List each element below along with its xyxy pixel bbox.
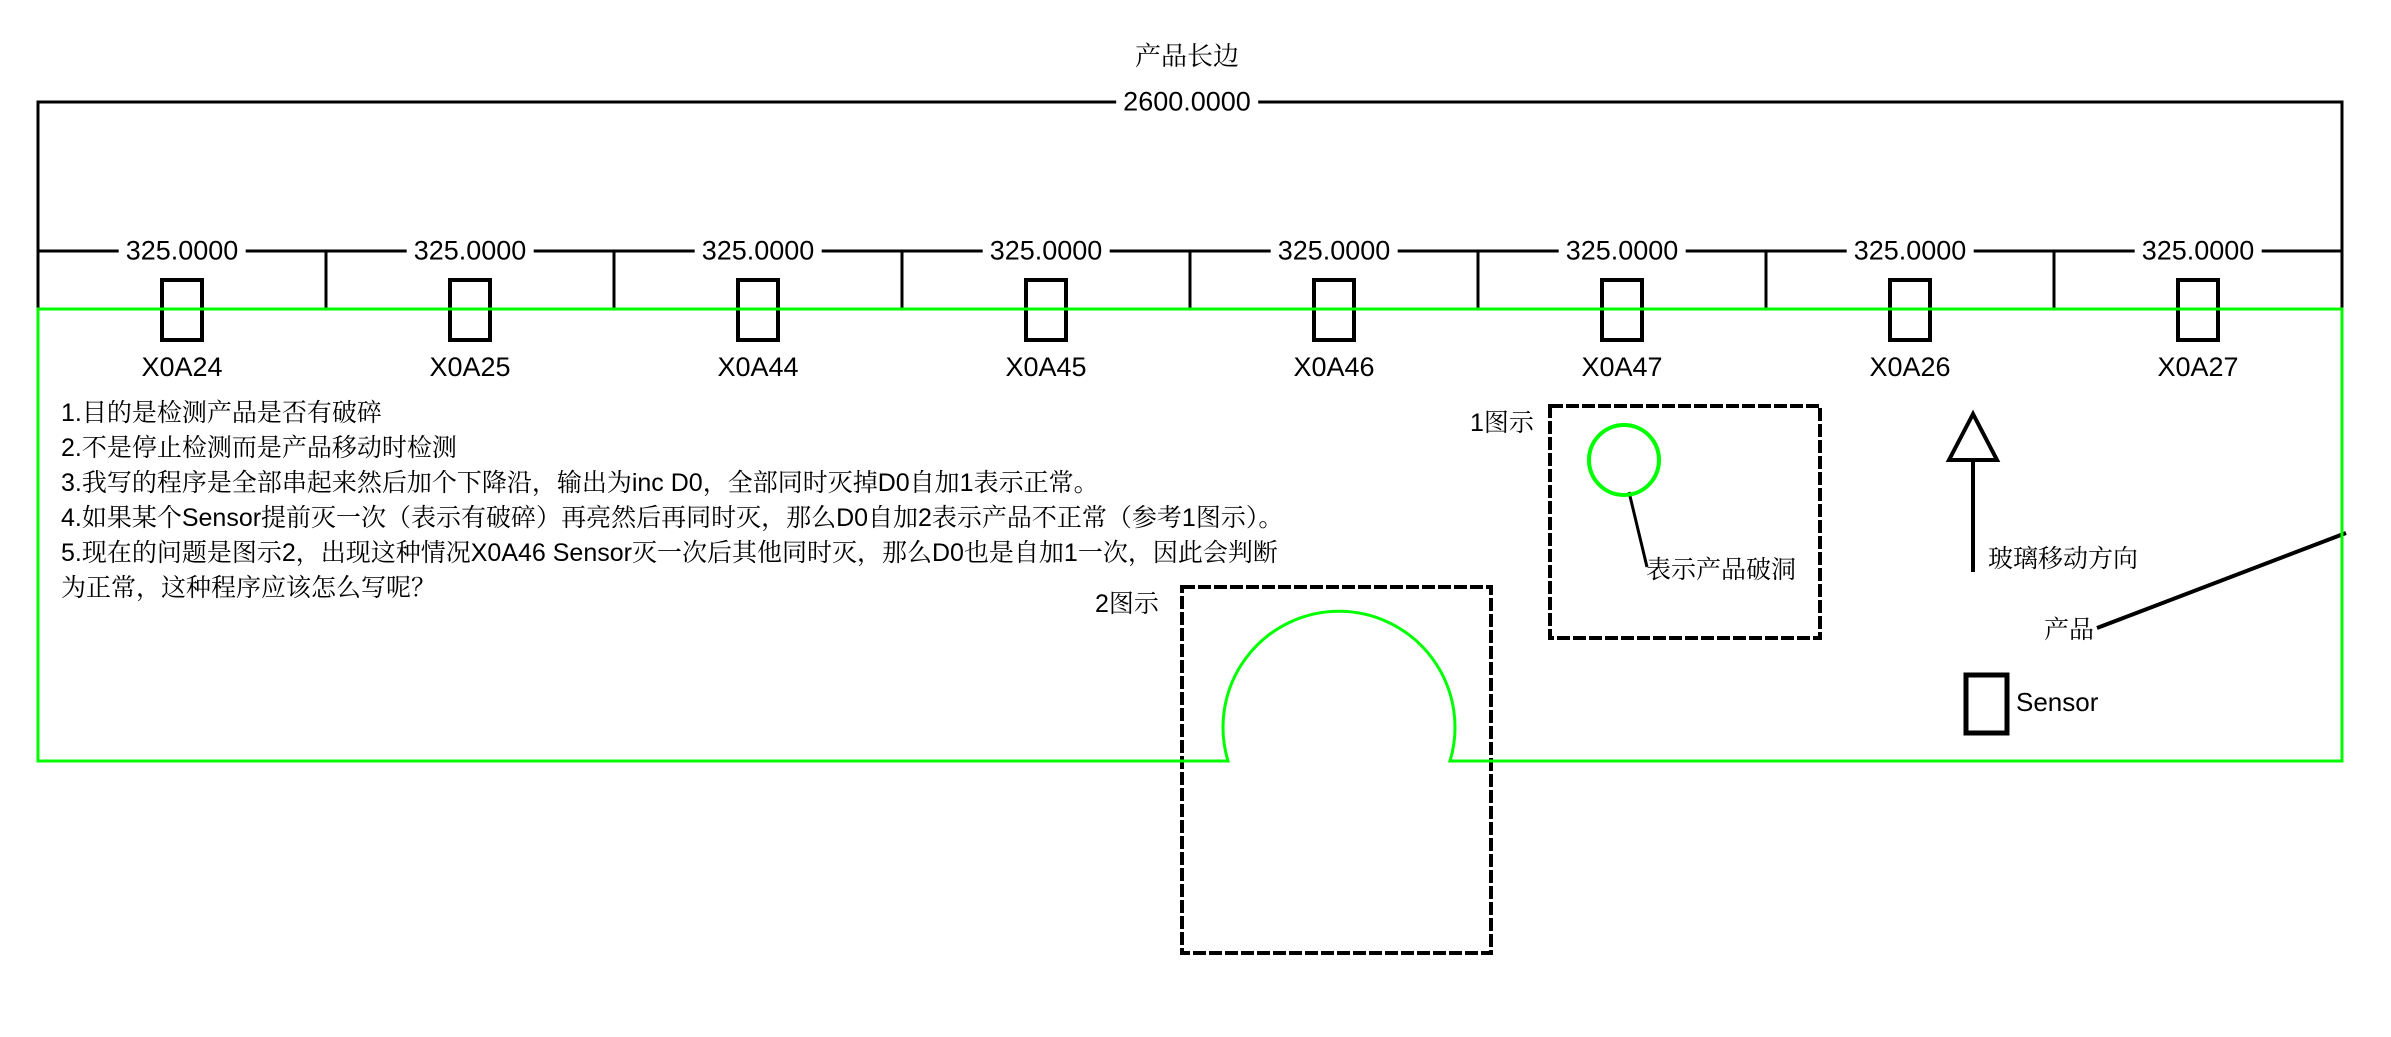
note-line: 5.现在的问题是图示2，出现这种情况X0A46 Sensor灭一次后其他同时灭，那么D0也是自加1一次，因此会判断 xyxy=(61,539,1278,567)
breakage-annotation: 表示产品破洞 xyxy=(1646,556,1797,584)
breakage-hole-circle xyxy=(1589,425,1659,495)
sensor-id-label: X0A25 xyxy=(429,352,511,382)
dimension-label: 325.0000 xyxy=(1847,235,1974,266)
sensor-id-label: X0A47 xyxy=(1581,352,1663,382)
total-dimension-label: 2600.0000 xyxy=(1116,86,1258,117)
dimension-label: 325.0000 xyxy=(1271,235,1398,266)
dimension-label: 325.0000 xyxy=(407,235,534,266)
dimension-label: 325.0000 xyxy=(695,235,822,266)
sensor-id-label: X0A46 xyxy=(1293,352,1375,382)
sensor-id-label: X0A44 xyxy=(717,352,799,382)
note-line: 2.不是停止检测而是产品移动时检测 xyxy=(61,434,457,462)
product-edge-label: 产品长边 xyxy=(1134,41,1240,72)
dimension-label: 325.0000 xyxy=(2135,235,2262,266)
note-line: 3.我写的程序是全部串起来然后加个下降沿，输出为inc D0，全部同时灭掉D0自加1表示正常。 xyxy=(61,469,1099,497)
figure1-label: 1图示 xyxy=(1470,409,1534,437)
note-line: 4.如果某个Sensor提前灭一次（表示有破碎）再亮然后再同时灭，那么D0自加2表示产品不正常（参考1图示）。 xyxy=(61,504,1284,532)
direction-label: 玻璃移动方向 xyxy=(1988,545,2139,573)
dimension-label: 325.0000 xyxy=(119,235,246,266)
sensor-example-box xyxy=(1966,675,2007,733)
sensor-legend-label: Sensor xyxy=(2016,687,2099,717)
leader-line xyxy=(1629,492,1647,567)
product-label: 产品 xyxy=(2044,616,2095,644)
dimension-label: 325.0000 xyxy=(983,235,1110,266)
sensor-id-label: X0A45 xyxy=(1005,352,1087,382)
sensor-id-label: X0A27 xyxy=(2157,352,2239,382)
dimension-label: 325.0000 xyxy=(1559,235,1686,266)
sensor-id-label: X0A24 xyxy=(141,352,223,382)
notes-block xyxy=(61,396,1283,606)
figure1-box xyxy=(1550,406,1820,638)
sensor-id-label: X0A26 xyxy=(1869,352,1951,382)
note-line: 1.目的是检测产品是否有破碎 xyxy=(61,399,382,427)
figure2-label: 2图示 xyxy=(1095,590,1159,618)
note-line: 为正常，这种程序应该怎么写呢？ xyxy=(61,574,437,602)
figure2-box xyxy=(1182,587,1491,953)
